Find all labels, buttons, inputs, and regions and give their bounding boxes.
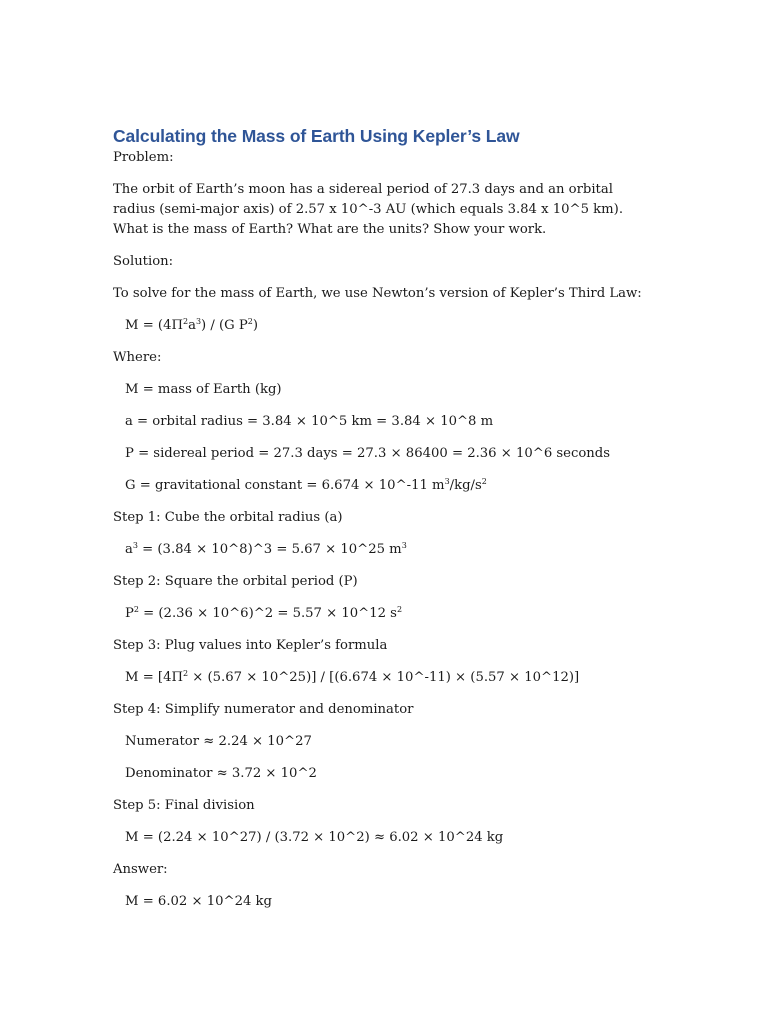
formula-superscript: 2 — [247, 317, 253, 326]
definition-mass: M = mass of Earth (kg) — [125, 382, 282, 397]
step1-label: Step 1: Cube the orbital radius (a) — [113, 510, 343, 525]
step3-label: Step 3: Plug values into Kepler’s formula — [113, 638, 388, 653]
calc-part: = (3.84 × 10^8)^3 = 5.67 × 10^25 m — [137, 542, 402, 557]
formula-part: ) / (G P — [201, 318, 248, 333]
formula-part: M = (4Π — [125, 318, 183, 333]
definition-superscript: 3 — [444, 477, 450, 486]
step4-denominator: Denominator ≈ 3.72 × 10^2 — [125, 766, 317, 781]
definition-period: P = sidereal period = 27.3 days = 27.3 × 86400 = 2.36 × 10^6 seconds — [125, 446, 611, 461]
calc-part: a — [125, 542, 133, 557]
kepler-formula — [113, 316, 653, 336]
definition-superscript: 2 — [481, 477, 487, 486]
calc-part: M = [4Π — [125, 670, 183, 685]
definition-part: /kg/s — [449, 478, 482, 493]
step2-label: Step 2: Square the orbital period (P) — [113, 574, 358, 589]
step3-calculation — [113, 668, 653, 688]
formula-superscript: 3 — [195, 317, 202, 326]
step5-label: Step 5: Final division — [113, 798, 255, 813]
formula-part: ) — [252, 318, 259, 333]
step1-calculation — [113, 540, 653, 560]
definition-radius: a = orbital radius = 3.84 × 10^5 km = 3.84 × 10^8 m — [125, 414, 494, 429]
problem-text: The orbit of Earth’s moon has a sidereal period of 27.3 days and an orbital radius (semi-major axis) of 2.57 x 10^-3 AU (which equals 3.84 x 10^5 km). What is the mass of Earth? What are the units? Show your work. — [113, 182, 624, 237]
where-label: Where: — [113, 350, 162, 365]
calc-superscript: 2 — [396, 605, 403, 614]
definition-gravity — [113, 476, 653, 496]
calc-part: × (5.67 × 10^25)] / [(6.674 × 10^-11) × (5.57 × 10^12)] — [188, 670, 580, 685]
step5-calculation: M = (2.24 × 10^27) / (3.72 × 10^2) ≈ 6.02 × 10^24 kg — [125, 830, 504, 845]
solution-intro: To solve for the mass of Earth, we use Newton’s version of Kepler’s Third Law: — [113, 286, 642, 301]
formula-part: a — [188, 318, 196, 333]
calc-part: = (2.36 × 10^6)^2 = 5.57 × 10^12 s — [138, 606, 397, 621]
definition-part: G = gravitational constant = 6.674 × 10^-11 m — [125, 478, 445, 493]
solution-label: Solution: — [113, 254, 174, 269]
step4-numerator: Numerator ≈ 2.24 × 10^27 — [125, 734, 312, 749]
calc-superscript: 3 — [401, 541, 407, 550]
calc-superscript: 2 — [133, 605, 139, 614]
answer-value: M = 6.02 × 10^24 kg — [125, 894, 272, 909]
calc-superscript: 2 — [182, 669, 189, 678]
step4-label: Step 4: Simplify numerator and denominator — [113, 702, 414, 717]
answer-label: Answer: — [113, 862, 168, 877]
formula-superscript: 2 — [182, 317, 189, 326]
problem-label: Problem: — [113, 150, 174, 165]
document-title: Calculating the Mass of Earth Using Kepler’s Law — [113, 126, 520, 146]
calc-part: P — [125, 606, 134, 621]
step2-calculation — [113, 604, 653, 624]
calc-superscript: 3 — [132, 541, 138, 550]
document-page — [113, 124, 653, 912]
